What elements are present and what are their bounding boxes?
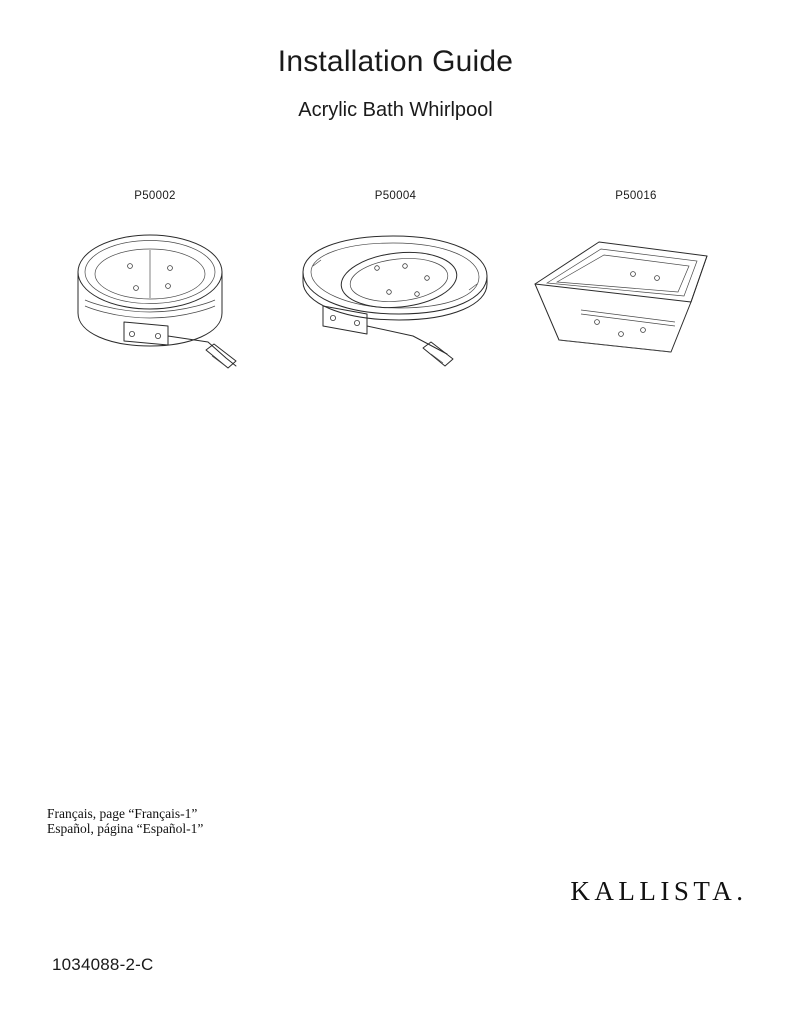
rectangular-whirlpool-tub-illustration [521,210,751,380]
brand-logo [570,876,743,907]
brand-name: KALLISTA [570,876,737,906]
oval-drop-in-whirlpool-tub-illustration [40,210,270,380]
product-illustration-row [40,190,751,380]
document-number: 1034088-2-C [52,955,154,974]
french-note: Français, page “Français-1” [47,806,198,821]
oval-rimmed-whirlpool-tub-illustration [281,210,511,380]
spanish-note: Español, página “Español-1” [47,821,204,836]
product-item [281,190,511,380]
page-subtitle: Acrylic Bath Whirlpool [298,99,493,121]
product-item [40,190,270,380]
product-item [521,190,751,380]
brand-trademark: . [736,876,743,906]
product-model-label: P50016 [615,190,657,202]
language-notes [47,806,203,836]
page-title: Installation Guide [277,45,514,78]
product-model-label: P50002 [134,190,176,202]
product-model-label: P50004 [374,190,417,202]
